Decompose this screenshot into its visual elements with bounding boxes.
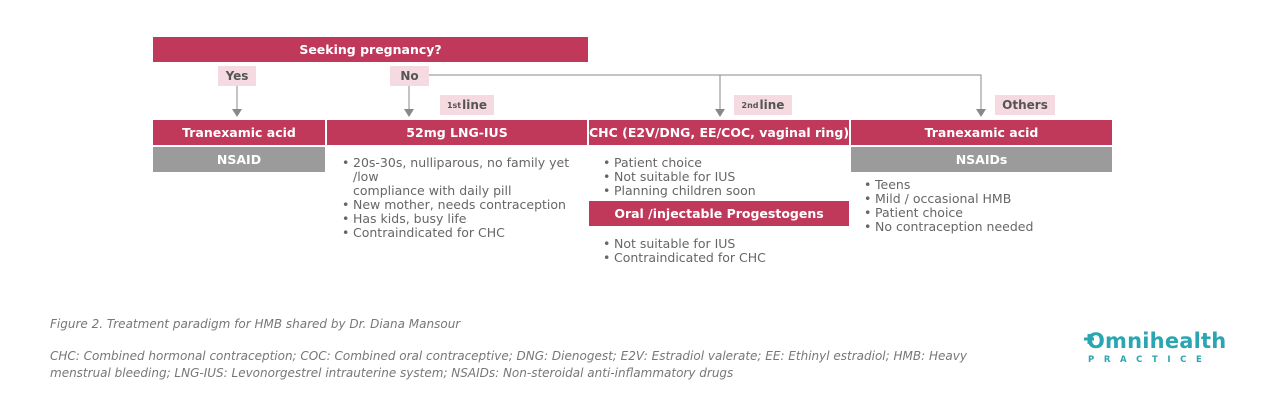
no-tag [390,66,429,86]
list-item: • Mild / occasional HMB [862,192,1107,206]
col4-sub: NSAIDs [955,152,1008,167]
col2-bullets [340,156,590,240]
no-to-others-line [429,75,981,110]
yes-tag [218,66,256,86]
col3-bullets [601,156,846,198]
question-label: Seeking pregnancy? [299,42,442,57]
list-item: • Not suitable for IUS [601,237,846,251]
list-item: • Teens [862,178,1107,192]
col1-title: Tranexamic acid [182,125,296,140]
list-item-continuation-text: compliance with daily pill [353,183,512,198]
arrowhead [232,109,242,117]
arrowhead [404,109,414,117]
col1-sub-box [153,147,325,172]
col3-title: CHC (E2V/DNG, EE/COC, vaginal ring) [588,125,850,140]
list-item: • Planning children soon [601,184,846,198]
list-item: • New mother, needs contraception [340,198,590,212]
first-line-tag [440,95,494,115]
list-item-continuation [340,184,590,198]
list-item: • 20s-30s, nulliparous, no family yet /low [340,156,590,184]
figure-caption: Figure 2. Treatment paradigm for HMB shared by Dr. Diana Mansour [50,317,461,331]
others-tag [995,95,1055,115]
col3-sub: Oral /injectable Progestogens [614,206,824,221]
first-line-sup: 1st [446,100,462,110]
no-label: No [400,69,419,83]
abbrev-line-2: menstrual bleeding; LNG-IUS: Levonorgestrel intrauterine system; NSAIDs: Non-steroidal anti-inflammatory drugs [50,366,734,380]
logo-main-text: Omnihealth [1087,329,1227,353]
list-item: • Contraindicated for CHC [340,226,590,240]
arrowhead [715,109,725,117]
col2-title: 52mg LNG-IUS [406,125,508,140]
col4-title: Tranexamic acid [924,125,1039,140]
col4-title-box [851,120,1112,145]
abbrev-line-1: CHC: Combined hormonal contraception; COC: Combined oral contraceptive; DNG: Dienogest; E2V: Estradiol valerate; EE: Ethinyl estradiol; HMB: Heavy [50,349,967,363]
col3-sub-box [589,201,849,226]
second-line-sup: 2nd [741,100,759,110]
col1-title-box [153,120,325,145]
list-item: • Contraindicated for CHC [601,251,846,265]
first-line-text: line [462,98,488,112]
yes-label: Yes [225,69,249,83]
list-item: • Patient choice [862,206,1107,220]
logo-sub-text: PRACTICE [1088,355,1212,365]
list-item: • Has kids, busy life [340,212,590,226]
col1-sub: NSAID [216,152,262,167]
second-line-tag [734,95,792,115]
arrowhead [976,109,986,117]
question-box [153,37,588,62]
abbreviations [50,348,1010,382]
list-item: • Not suitable for IUS [601,170,846,184]
list-item: • No contraception needed [862,220,1107,234]
col4-sub-box [851,147,1112,172]
col4-bullets [862,178,1107,234]
list-item: • Patient choice [601,156,846,170]
col3-sub-bullets [601,237,846,265]
col2-title-box [327,120,587,145]
others-label: Others [1002,98,1048,112]
col3-title-box [589,120,849,145]
second-line-text: line [759,98,785,112]
